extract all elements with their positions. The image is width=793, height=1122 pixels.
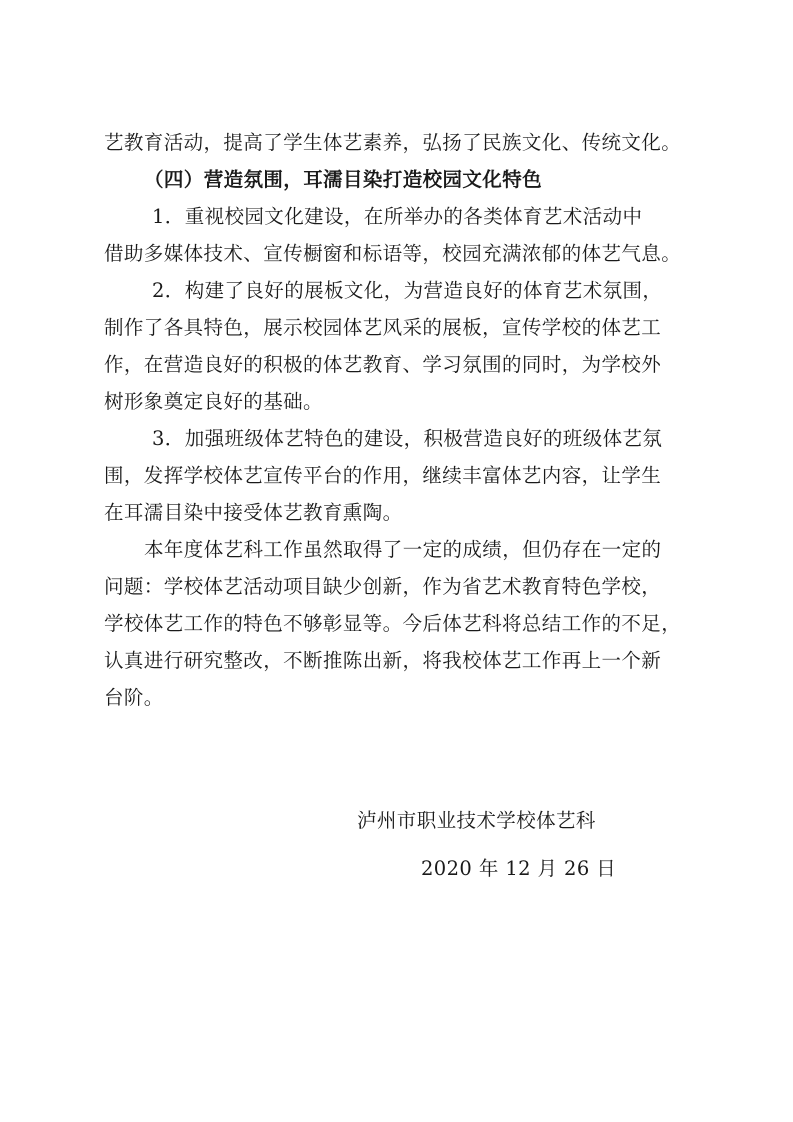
- paragraph-2-line-3: 作，在营造良好的积极的体艺教育、学习氛围的同时，为学校外: [104, 353, 662, 376]
- summary-line-5: 台阶。: [104, 686, 164, 709]
- signature-organization: 泸州市职业技术学校体艺科: [357, 809, 596, 832]
- paragraph-1-line-1: 1．重视校园文化建设，在所举办的各类体育艺术活动中: [152, 205, 643, 228]
- paragraph-3-line-3: 在耳濡目染中接受体艺教育熏陶。: [104, 501, 403, 524]
- paragraph-1-line-2: 借助多媒体技术、宣传橱窗和标语等，校园充满浓郁的体艺气息。: [104, 242, 682, 265]
- paragraph-2-line-2: 制作了各具特色，展示校园体艺风采的展板，宣传学校的体艺工: [104, 316, 662, 339]
- paragraph-2-line-1: 2．构建了良好的展板文化，为营造良好的体育艺术氛围，: [152, 279, 663, 302]
- summary-line-2: 问题：学校体艺活动项目缺少创新，作为省艺术教育特色学校，: [104, 575, 662, 598]
- paragraph-3-line-1: 3．加强班级体艺特色的建设，积极营造良好的班级体艺氛: [152, 427, 663, 450]
- signature-date: 2020 年 12 月 26 日: [421, 857, 617, 880]
- text-line-continuation: 艺教育活动，提高了学生体艺素养，弘扬了民族文化、传统文化。: [104, 131, 682, 154]
- document-body: [104, 124, 704, 716]
- summary-line-1: 本年度体艺科工作虽然取得了一定的成绩，但仍存在一定的: [144, 538, 662, 561]
- summary-line-3: 学校体艺工作的特色不够彰显等。今后体艺科将总结工作的不足，: [104, 612, 682, 635]
- paragraph-3-line-2: 围，发挥学校体艺宣传平台的作用，继续丰富体艺内容，让学生: [104, 464, 662, 487]
- summary-line-4: 认真进行研究整改，不断推陈出新，将我校体艺工作再上一个新: [104, 649, 662, 672]
- paragraph-2-line-4: 树形象奠定良好的基础。: [104, 390, 323, 413]
- section-heading: （四）营造氛围，耳濡目染打造校园文化特色: [144, 168, 543, 191]
